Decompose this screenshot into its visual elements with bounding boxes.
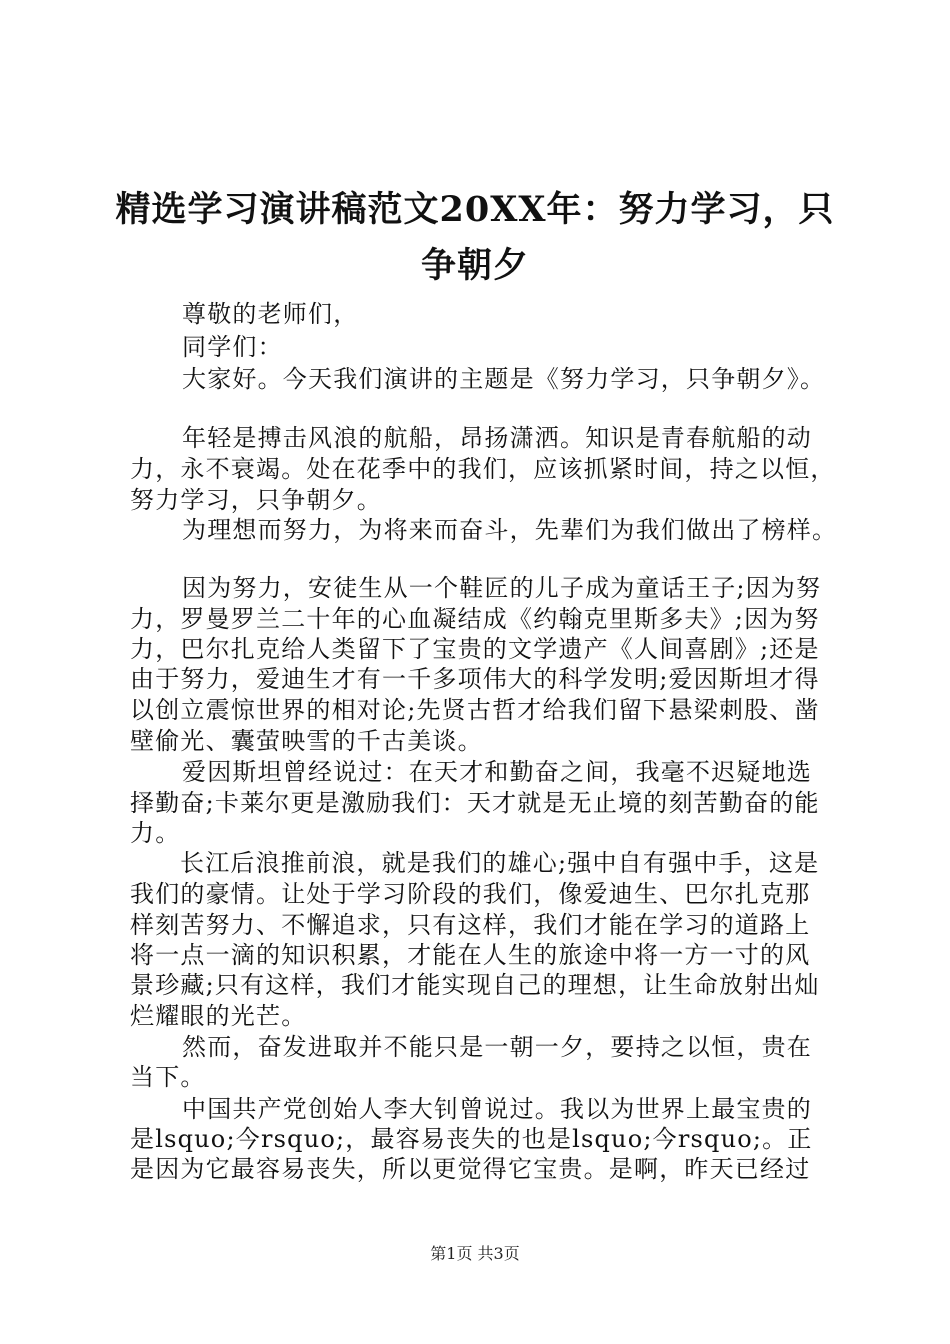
paragraph-line: 壁偷光、囊萤映雪的千古美谈。 (130, 727, 483, 755)
paragraph-line: 景珍藏;只有这样，我们才能实现自己的理想，让生命放射出灿 (130, 971, 820, 999)
paragraph-line: 烂耀眼的光芒。 (130, 1002, 307, 1030)
title-line-2: 争朝夕 (420, 245, 529, 286)
paragraph-line: 将一点一滴的知识积累，才能在人生的旅途中将一方一寸的风 (130, 941, 811, 969)
paragraph-line: 由于努力，爱迪生才有一千多项伟大的科学发明;爱因斯坦才得 (130, 665, 820, 693)
paragraph-line: 长江后浪推前浪，就是我们的雄心;强中自有强中手，这是 (180, 849, 820, 877)
paragraph-line: 努力学习，只争朝夕。 (130, 486, 382, 514)
document-title (110, 182, 840, 294)
paragraph-line: 为理想而努力，为将来而奋斗，先辈们为我们做出了榜样。 (182, 516, 838, 544)
paragraph-line: 以创立震惊世界的相对论;先贤古哲才给我们留下悬梁刺股、凿 (130, 696, 820, 724)
paragraph-line: 力。 (130, 819, 181, 847)
paragraph-line: 中国共产党创始人李大钊曾说过。我以为世界上最宝贵的 (182, 1095, 812, 1123)
paragraph-line: 当下。 (130, 1063, 206, 1091)
title-line-1: 精选学习演讲稿范文20XX年：努力学习，只 (115, 189, 835, 230)
paragraph-line: 样刻苦努力、不懈追求，只有这样，我们才能在学习的道路上 (130, 911, 811, 939)
salutation-line: 同学们： (182, 333, 283, 361)
paragraph-line: 爱因斯坦曾经说过：在天才和勤奋之间，我毫不迟疑地选 (182, 758, 812, 786)
paragraph-line: 我们的豪情。让处于学习阶段的我们，像爱迪生、巴尔扎克那 (130, 880, 811, 908)
salutation-line: 尊敬的老师们， (182, 300, 359, 328)
paragraph-line: 是lsquo;今rsquo;，最容易丧失的也是lsquo;今rsquo;。正 (130, 1125, 813, 1153)
page-number-footer: 第1页 共3页 (430, 1244, 520, 1263)
paragraph-line: 择勤奋;卡莱尔更是激励我们：天才就是无止境的刻苦勤奋的能 (130, 789, 820, 817)
paragraph-line: 然而，奋发进取并不能只是一朝一夕，要持之以恒，贵在 (182, 1033, 812, 1061)
paragraph-line: 力，永不衰竭。处在花季中的我们，应该抓紧时间，持之以恒， (130, 455, 836, 483)
greeting-line: 大家好。今天我们演讲的主题是《努力学习，只争朝夕》。 (182, 365, 826, 393)
paragraph-line: 是因为它最容易丧失，所以更觉得它宝贵。是啊，昨天已经过 (130, 1155, 811, 1183)
paragraph-line: 力，巴尔扎克给人类留下了宝贵的文学遗产《人间喜剧》;还是 (130, 635, 820, 663)
paragraph-line: 力，罗曼罗兰二十年的心血凝结成《约翰克里斯多夫》;因为努 (130, 605, 820, 633)
paragraph-line: 年轻是搏击风浪的航船，昂扬潇洒。知识是青春航船的动 (182, 424, 812, 452)
paragraph-line: 因为努力，安徒生从一个鞋匠的儿子成为童话王子;因为努 (182, 574, 822, 602)
